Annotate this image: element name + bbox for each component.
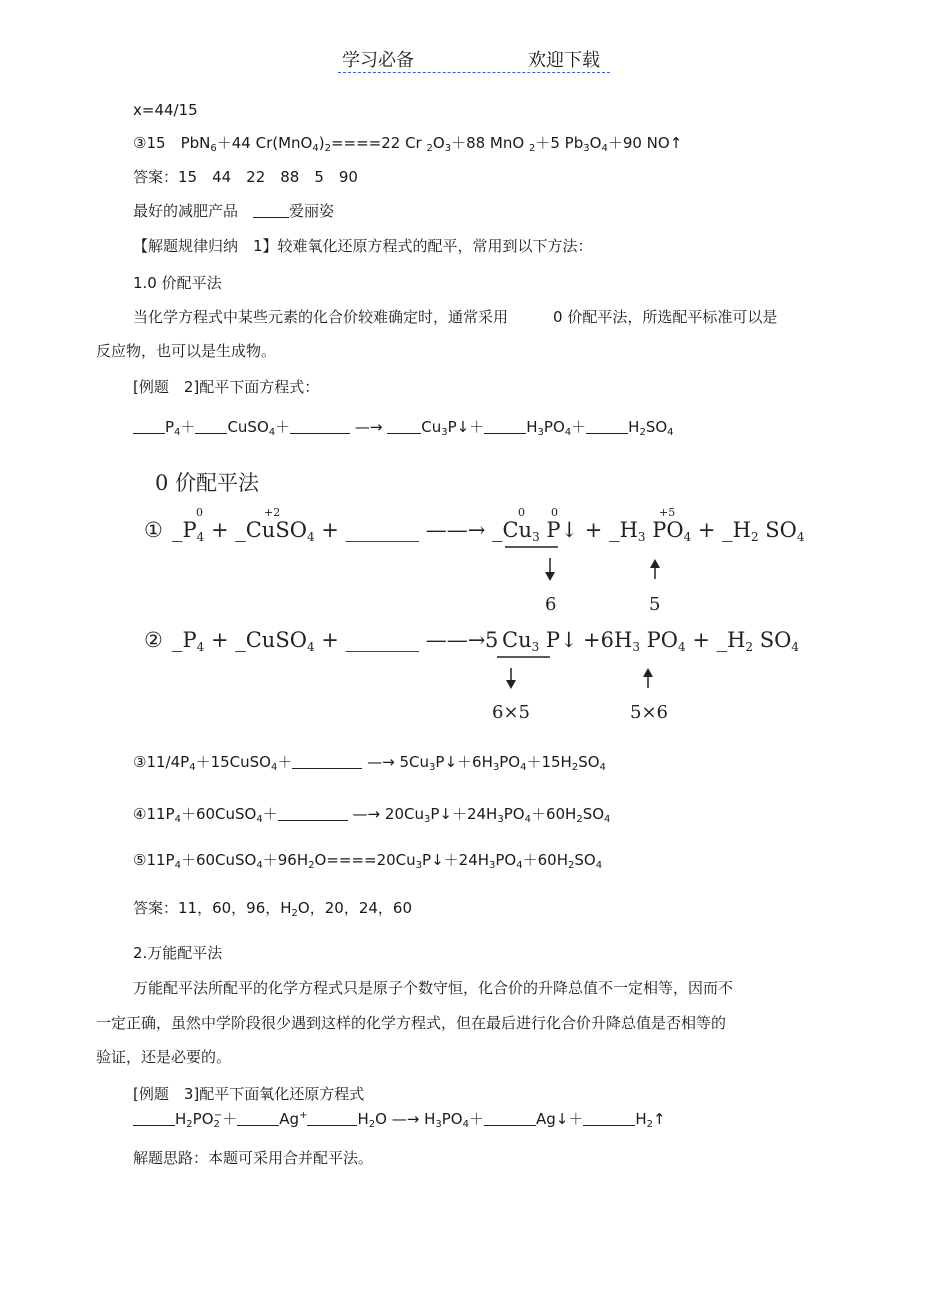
ad-line: 最好的减肥产品 爱丽姿 (133, 202, 335, 220)
method1-paragraph-2: 反应物，也可以是生成物。 (96, 342, 277, 360)
method1-paragraph-1: 当化学方程式中某些元素的化合价较难确定时，通常采用 0 价配平法，所选配平标准可以是 (133, 308, 778, 326)
example3-title: [例题 3]配平下面氧化还原方程式 (133, 1085, 365, 1103)
example2-equation: $P_4+$ CuSO$_4$＋ —→ $Cu_3P↓+ H_3PO_4+ H_2SO_4$ (133, 417, 674, 437)
row2-marker: ② (144, 628, 163, 652)
row1-marker: ① (144, 518, 163, 542)
example3-equation: $H_2PO_2^-+ Ag^+$ $H_2O$ —→ $H_3PO_4+$ Ag↓＋ $H_2↑$ (133, 1109, 666, 1129)
svg-text:H3 PO4 + _H2 SO4: H3 PO4 + _H2 SO4 (614, 628, 799, 654)
svg-text:0: 0 (551, 506, 558, 519)
header-left: 学习必备 (342, 50, 414, 71)
svg-text:0: 0 (196, 506, 203, 519)
method2-paragraph-2: 一定正确，虽然中学阶段很少遇到这样的化学方程式，但在最后进行化合价升降总值是否相等的 (96, 1014, 727, 1032)
svg-text:+6: +6 (583, 628, 614, 652)
equation-step-5: $⑤11P_4+60CuSO_4+96H_2O====20Cu_3P↓+24H_3PO_4+60H_2SO_4$ (133, 851, 603, 871)
answer-1: 答案：15 44 22 88 5 90 (133, 168, 358, 186)
equation-step-4: $④11P_4+60CuSO_4+$ —→ $20Cu_3P↓+24H_3PO_4+60H_2SO_4$ (133, 805, 611, 825)
solve-hint: 解题思路：本题可采用合并配平法。 (133, 1149, 374, 1167)
example2-title: [例题 2]配平下面方程式： (133, 378, 320, 396)
multiplier-6x5: 6×5 (492, 702, 530, 723)
rule-summary: 【解题规律归纳 1】较难氧化还原方程式的配平，常用到以下方法： (133, 237, 593, 255)
svg-text:Cu3 P↓: Cu3 P↓ (502, 628, 578, 654)
method2-title: 2.万能配平法 (133, 944, 223, 962)
svg-text:_P4 + _CuSO4 + _______ ——→ _Cu: _P4 + _CuSO4 + _______ ——→ _Cu3 P↓ + _H3 PO4 + _H2 SO4 (172, 518, 805, 544)
equation-step-3: $③11/4P_4+15CuSO_4+$ —→ $5Cu_3P↓+6H_3PO_4+15H_2SO_4$ (133, 753, 606, 773)
multiplier-5x6: 5×6 (630, 702, 668, 723)
zero-valence-figure (140, 464, 830, 734)
svg-text:+5: +5 (659, 506, 676, 519)
header-right: 欢迎下载 (528, 50, 600, 71)
method2-paragraph-3: 验证，还是必要的。 (96, 1048, 232, 1066)
svg-text:5: 5 (485, 628, 499, 652)
x-value-line: x=44/15 (133, 101, 198, 119)
figure-title: 0 价配平法 (155, 471, 260, 495)
equation-pbn6: ③15 PbN$_6$＋44 $Cr(MnO_4)_2====22$ Cr $_2O_3+88$ MnO $_2$＋5 $Pb_3O_4+90$ NO↑ (133, 134, 683, 154)
method1-title: 1.0 价配平法 (133, 274, 222, 292)
electron-count-5: 5 (649, 594, 661, 615)
page-header (338, 44, 610, 73)
electron-count-6: 6 (545, 594, 557, 615)
svg-text:0: 0 (518, 506, 525, 519)
svg-text:+2: +2 (264, 506, 281, 519)
svg-text:_P4 + _CuSO4 + _______ ——→: _P4 + _CuSO4 + _______ ——→ (172, 628, 486, 654)
method2-paragraph-1: 万能配平法所配平的化学方程式只是原子个数守恒，化合价的升降总值不一定相等，因而不 (133, 979, 734, 997)
answer-2: 答案：11，60，96，$H_2O$，20，24，60 (133, 899, 412, 919)
